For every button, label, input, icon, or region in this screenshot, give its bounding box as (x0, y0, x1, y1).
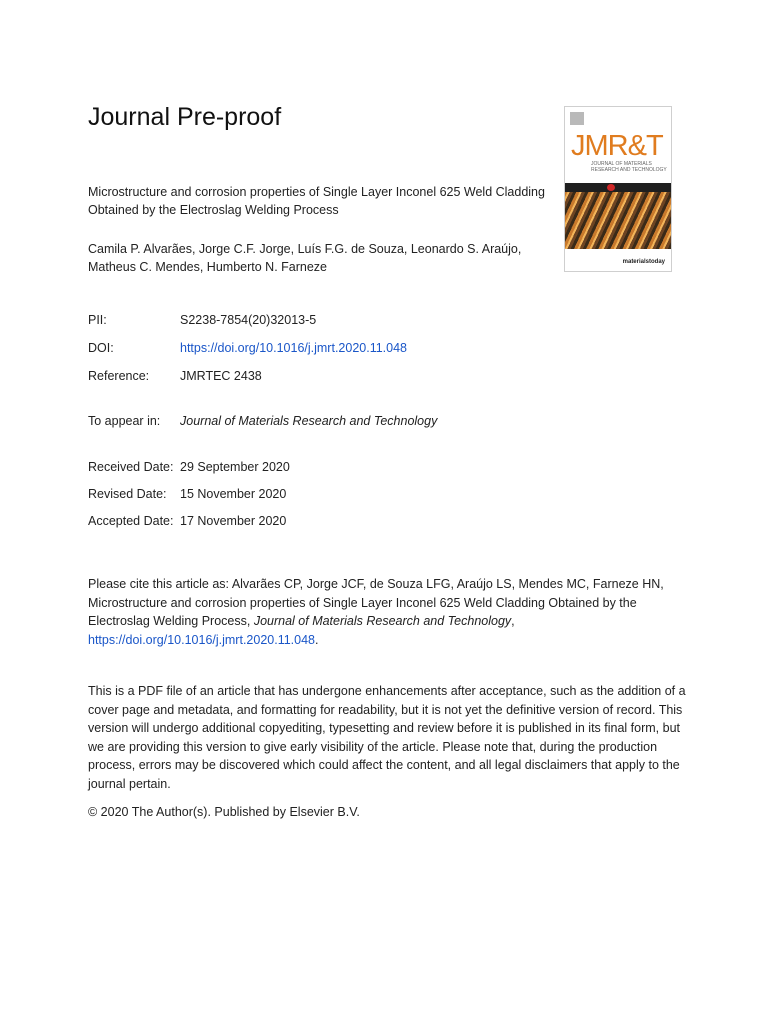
reference-label: Reference: (88, 369, 150, 383)
elsevier-logo-icon (570, 112, 584, 125)
appear-in-label: To appear in: (88, 414, 161, 428)
cover-society-logo-icon (607, 184, 615, 191)
disclaimer-paragraph: This is a PDF file of an article that has undergone enhancements after acceptance, such as the addition of a cover page and metadata, and formatting for readability, but it is not yet the definitive version of record. This version will undergo additional copyediting, typesetting and review before it is published in its final form, but we are providing this version to give early visibility of the article. Please note that, during the production process, errors may be discovered which could affect the content, and all legal disclaimers that apply to the journal pertain. (88, 684, 686, 791)
article-authors: Camila P. Alvarães, Jorge C.F. Jorge, Luís F.G. de Souza, Leonardo S. Araújo, Matheus C. Mendes, Humberto N. Farneze (88, 242, 522, 274)
article-title: Microstructure and corrosion properties of Single Layer Inconel 625 Weld Cladding Obtained by the Electroslag Welding Process (88, 185, 545, 217)
copyright-notice: © 2020 The Author(s). Published by Elsevier B.V. (88, 805, 360, 819)
received-date: 29 September 2020 (180, 460, 290, 474)
revised-label: Revised Date: (88, 487, 167, 501)
citation-journal: Journal of Materials Research and Technology (253, 614, 512, 628)
cover-artwork (565, 183, 671, 249)
pii-value: S2238-7854(20)32013-5 (180, 313, 317, 327)
cover-strip (565, 183, 671, 192)
doi-label: DOI: (88, 341, 114, 355)
citation-doi-link[interactable]: https://doi.org/10.1016/j.jmrt.2020.11.048 (88, 632, 316, 647)
cover-logo: JMR&T (571, 130, 663, 162)
citation-paragraph (88, 575, 678, 649)
journal-cover-thumbnail (564, 106, 672, 272)
journal-pre-proof-heading: Journal Pre-proof (88, 103, 282, 131)
journal-name: Journal of Materials Research and Technology (180, 414, 438, 428)
cover-footer-logo: materialstoday (622, 259, 665, 265)
accepted-date: 17 November 2020 (180, 514, 287, 528)
doi-link[interactable]: https://doi.org/10.1016/j.jmrt.2020.11.048 (180, 341, 408, 355)
received-label: Received Date: (88, 460, 174, 474)
pii-label: PII: (88, 313, 107, 327)
citation-end: . (315, 632, 319, 647)
revised-date: 15 November 2020 (180, 487, 287, 501)
reference-value: JMRTEC 2438 (180, 369, 262, 383)
citation-text: Please cite this article as: Alvarães CP, Jorge JCF, de Souza LFG, Araújo LS, Mendes MC, Farneze HN, Microstructure and corrosion properties of Single Layer Inconel 625 Weld Cladding Obtained by the Electroslag Welding Process, (88, 577, 664, 628)
accepted-label: Accepted Date: (88, 514, 174, 528)
citation-separator: , (511, 614, 515, 628)
cover-subtitle: JOURNAL OF MATERIALS RESEARCH AND TECHNOLOGY (591, 161, 667, 173)
